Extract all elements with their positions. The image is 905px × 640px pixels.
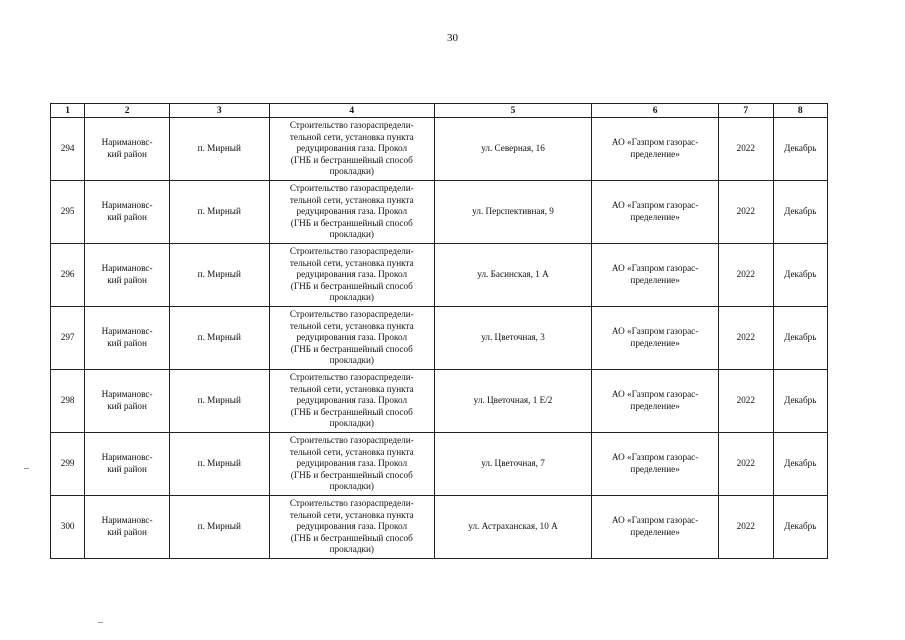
address-cell: ул. Цветочная, 1 Е/2: [434, 370, 591, 433]
page-number: 30: [447, 32, 458, 44]
district-cell-line: Наримановс-: [101, 263, 153, 274]
executor-cell: [592, 118, 719, 181]
work-description-cell-line: редуцирования газа. Прокол: [296, 143, 408, 154]
margin-mark: [24, 468, 29, 469]
address-cell: ул. Северная, 16: [434, 118, 591, 181]
work-description-cell-line: Строительство газораспредели-: [289, 435, 414, 446]
work-description-cell-line: (ГНБ и бестраншейный способ: [290, 469, 413, 480]
executor-cell-line: пределение»: [630, 401, 680, 411]
district-cell: [85, 433, 170, 496]
margin-mark: [98, 622, 103, 623]
table-header-row: [51, 104, 828, 118]
district-cell-line: Наримановс-: [101, 200, 153, 211]
district-cell-line: кий район: [107, 464, 147, 474]
executor-cell-line: пределение»: [630, 527, 680, 537]
work-description-cell-line: тельной сети, установка пункта: [289, 509, 414, 520]
settlement-cell: п. Мирный: [169, 181, 269, 244]
district-cell: [85, 244, 170, 307]
settlement-cell: п. Мирный: [169, 244, 269, 307]
month-cell: Декабрь: [773, 370, 828, 433]
address-cell: ул. Астраханская, 10 А: [434, 496, 591, 559]
district-cell-line: Наримановс-: [101, 389, 153, 400]
table-row: [51, 307, 828, 370]
executor-cell-line: АО «Газпром газорас-: [611, 326, 699, 337]
district-cell-line: Наримановс-: [101, 452, 153, 463]
work-description-cell-line: Строительство газораспредели-: [289, 246, 414, 257]
executor-cell-line: АО «Газпром газорас-: [611, 515, 699, 526]
district-cell: [85, 118, 170, 181]
row-number-cell: 300: [51, 496, 85, 559]
row-number-cell: 298: [51, 370, 85, 433]
district-cell-line: кий район: [107, 212, 147, 222]
work-description-cell-line: Строительство газораспредели-: [289, 120, 414, 131]
executor-cell: [592, 370, 719, 433]
settlement-cell: п. Мирный: [169, 496, 269, 559]
work-description-cell-line: (ГНБ и бестраншейный способ: [290, 406, 413, 417]
work-description-cell-line: прокладки): [329, 544, 374, 555]
month-cell: Декабрь: [773, 307, 828, 370]
year-cell: 2022: [719, 244, 773, 307]
executor-cell-line: АО «Газпром газорас-: [611, 137, 699, 148]
executor-cell-line: пределение»: [630, 338, 680, 348]
executor-cell-line: АО «Газпром газорас-: [611, 200, 699, 211]
work-description-cell-line: прокладки): [329, 355, 374, 366]
executor-cell: [592, 244, 719, 307]
work-description-cell-line: редуцирования газа. Прокол: [296, 395, 408, 406]
work-description-cell-line: тельной сети, установка пункта: [289, 131, 414, 142]
table-row: [51, 433, 828, 496]
table-row: [51, 370, 828, 433]
column-header: 5: [434, 104, 591, 118]
district-cell-line: Наримановс-: [101, 326, 153, 337]
work-description-cell-line: Строительство газораспредели-: [289, 309, 414, 320]
work-description-cell: [269, 496, 434, 559]
work-description-cell-line: редуцирования газа. Прокол: [296, 269, 408, 280]
row-number-cell: 296: [51, 244, 85, 307]
work-description-cell-line: редуцирования газа. Прокол: [296, 458, 408, 469]
work-description-cell-line: (ГНБ и бестраншейный способ: [290, 343, 413, 354]
column-header: 7: [719, 104, 773, 118]
work-description-cell-line: Строительство газораспредели-: [289, 372, 414, 383]
address-cell: ул. Перспективная, 9: [434, 181, 591, 244]
row-number-cell: 297: [51, 307, 85, 370]
executor-cell: [592, 181, 719, 244]
work-description-cell-line: редуцирования газа. Прокол: [296, 332, 408, 343]
district-cell-line: кий район: [107, 149, 147, 159]
work-description-cell-line: тельной сети, установка пункта: [289, 446, 414, 457]
work-description-cell: [269, 244, 434, 307]
district-cell: [85, 496, 170, 559]
year-cell: 2022: [719, 433, 773, 496]
executor-cell: [592, 307, 719, 370]
work-description-cell: [269, 118, 434, 181]
settlement-cell: п. Мирный: [169, 433, 269, 496]
table-body: [51, 118, 828, 559]
executor-cell-line: пределение»: [630, 275, 680, 285]
month-cell: Декабрь: [773, 244, 828, 307]
work-description-cell-line: редуцирования газа. Прокол: [296, 206, 408, 217]
column-header: 2: [85, 104, 170, 118]
column-header: 8: [773, 104, 828, 118]
work-description-cell-line: прокладки): [329, 418, 374, 429]
table-row: [51, 244, 828, 307]
work-description-cell-line: (ГНБ и бестраншейный способ: [290, 280, 413, 291]
settlement-cell: п. Мирный: [169, 370, 269, 433]
work-description-cell-line: тельной сети, установка пункта: [289, 320, 414, 331]
year-cell: 2022: [719, 118, 773, 181]
district-cell-line: кий район: [107, 338, 147, 348]
work-description-cell-line: прокладки): [329, 292, 374, 303]
table-row: [51, 496, 828, 559]
district-cell: [85, 181, 170, 244]
executor-cell: [592, 433, 719, 496]
work-description-cell-line: (ГНБ и бестраншейный способ: [290, 217, 413, 228]
year-cell: 2022: [719, 181, 773, 244]
work-description-cell: [269, 307, 434, 370]
settlement-cell: п. Мирный: [169, 118, 269, 181]
year-cell: 2022: [719, 496, 773, 559]
year-cell: 2022: [719, 370, 773, 433]
month-cell: Декабрь: [773, 433, 828, 496]
row-number-cell: 295: [51, 181, 85, 244]
district-cell-line: кий район: [107, 401, 147, 411]
work-description-cell: [269, 433, 434, 496]
work-description-cell: [269, 181, 434, 244]
work-description-cell-line: тельной сети, установка пункта: [289, 194, 414, 205]
column-header: 6: [592, 104, 719, 118]
works-table: [50, 103, 828, 559]
work-description-cell-line: (ГНБ и бестраншейный способ: [290, 154, 413, 165]
column-header: 4: [269, 104, 434, 118]
work-description-cell-line: прокладки): [329, 166, 374, 177]
district-cell: [85, 307, 170, 370]
table-row: [51, 181, 828, 244]
month-cell: Декабрь: [773, 496, 828, 559]
address-cell: ул. Басинская, 1 А: [434, 244, 591, 307]
work-description-cell: [269, 370, 434, 433]
executor-cell-line: АО «Газпром газорас-: [611, 452, 699, 463]
executor-cell-line: АО «Газпром газорас-: [611, 389, 699, 400]
district-cell: [85, 370, 170, 433]
row-number-cell: 294: [51, 118, 85, 181]
work-description-cell-line: прокладки): [329, 481, 374, 492]
column-header: 3: [169, 104, 269, 118]
work-description-cell-line: прокладки): [329, 229, 374, 240]
column-header: 1: [51, 104, 85, 118]
district-cell-line: кий район: [107, 275, 147, 285]
work-description-cell-line: тельной сети, установка пункта: [289, 383, 414, 394]
executor-cell-line: АО «Газпром газорас-: [611, 263, 699, 274]
work-description-cell-line: редуцирования газа. Прокол: [296, 521, 408, 532]
address-cell: ул. Цветочная, 3: [434, 307, 591, 370]
work-description-cell-line: (ГНБ и бестраншейный способ: [290, 532, 413, 543]
work-description-cell-line: Строительство газораспредели-: [289, 498, 414, 509]
work-description-cell-line: Строительство газораспредели-: [289, 183, 414, 194]
row-number-cell: 299: [51, 433, 85, 496]
executor-cell-line: пределение»: [630, 212, 680, 222]
district-cell-line: Наримановс-: [101, 137, 153, 148]
year-cell: 2022: [719, 307, 773, 370]
table-row: [51, 118, 828, 181]
month-cell: Декабрь: [773, 181, 828, 244]
executor-cell-line: пределение»: [630, 149, 680, 159]
work-description-cell-line: тельной сети, установка пункта: [289, 257, 414, 268]
address-cell: ул. Цветочная, 7: [434, 433, 591, 496]
settlement-cell: п. Мирный: [169, 307, 269, 370]
executor-cell-line: пределение»: [630, 464, 680, 474]
month-cell: Декабрь: [773, 118, 828, 181]
executor-cell: [592, 496, 719, 559]
district-cell-line: кий район: [107, 527, 147, 537]
district-cell-line: Наримановс-: [101, 515, 153, 526]
